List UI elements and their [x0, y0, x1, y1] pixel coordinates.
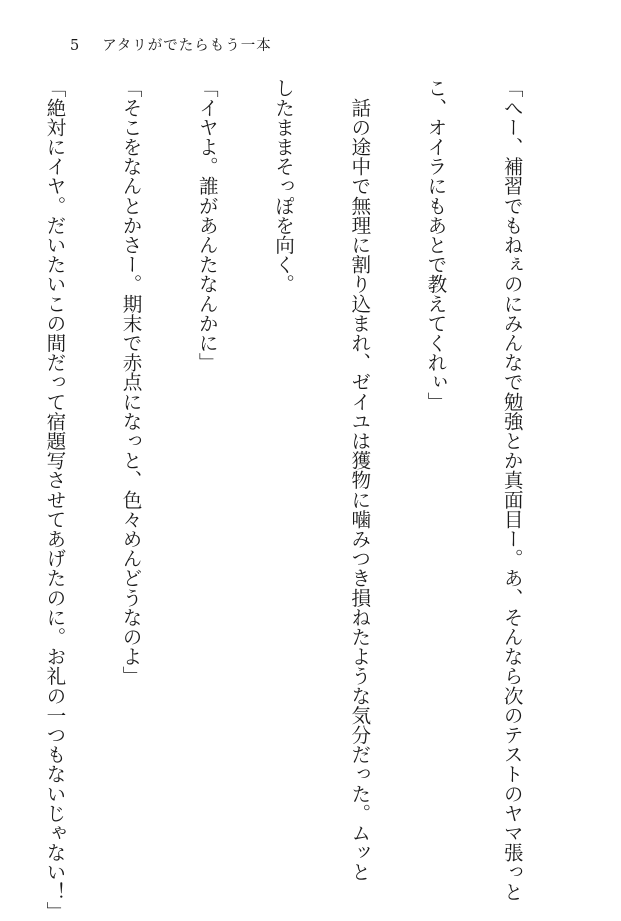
page-number: 5 [70, 38, 81, 54]
text-line: 「絶対にイヤ。だいたいこの間だって宿題写させてあげたのに。お礼の一つもないじゃない！」 [42, 78, 66, 921]
text-line: 「へー、補習でもねぇのにみんなで勉強とか真面目ー。あ、そんなら次のテストのヤマ張っと [500, 78, 524, 902]
vertical-body-text [0, 78, 575, 921]
text-line: 「そこをなんとかさー。期末で赤点になっと、色々めんどうなのよ」 [119, 78, 143, 686]
running-title: アタリがでたらもう一本 [102, 38, 272, 54]
text-line: 「イヤよ。誰があんたなんかに」 [195, 78, 219, 372]
text-line: こ、オイラにもあとで教えてくれぃ」 [423, 78, 447, 412]
text-line: 話の途中で無理に割り込まれ、ゼイユは獲物に噛みつき損ねたような気分だった。ムッと [347, 78, 371, 882]
text-line: したままそっぽを向く。 [271, 78, 295, 294]
running-header [70, 34, 272, 55]
